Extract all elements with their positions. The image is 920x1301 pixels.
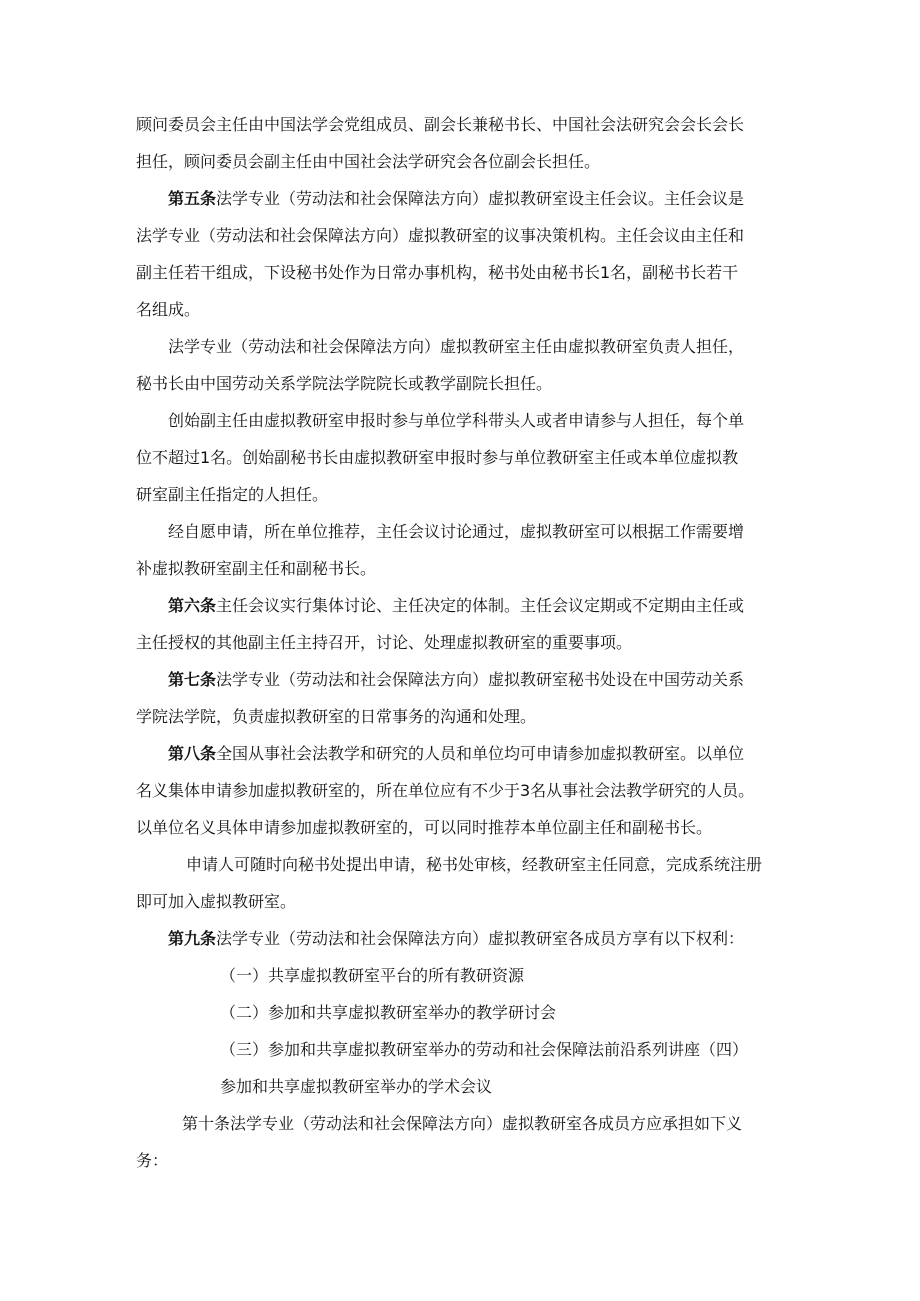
paragraph-line: 法学专业（劳动法和社会保障法方向）虚拟教研室主任由虚拟教研室负责人担任， xyxy=(168,337,745,356)
list-item: （一）共享虚拟教研室平台的所有教研资源 xyxy=(220,966,525,985)
paragraph-line: 补虚拟教研室副主任和副秘书长。 xyxy=(136,559,377,578)
article-heading: 第九条 xyxy=(168,929,217,948)
paragraph-text: 法学专业（劳动法和社会保障法方向）虚拟教研室设主任会议。主任会议是 xyxy=(216,189,745,208)
paragraph-text: 法学专业（劳动法和社会保障法方向）虚拟教研室各成员方享有以下权利： xyxy=(216,929,745,948)
paragraph-line: 学院法学院，负责虚拟教研室的日常事务的沟通和处理。 xyxy=(136,707,537,726)
list-item: （二）参加和共享虚拟教研室举办的教学研讨会 xyxy=(220,1003,557,1022)
paragraph-line: 担任，顾问委员会副主任由中国社会法学研究会各位副会长担任。 xyxy=(136,152,601,171)
paragraph-line: 研室副主任指定的人担任。 xyxy=(136,485,329,504)
list-item: 参加和共享虚拟教研室举办的学术会议 xyxy=(220,1077,493,1096)
list-item: （三）参加和共享虚拟教研室举办的劳动和社会保障法前沿系列讲座（四） xyxy=(220,1040,749,1059)
paragraph-text: 全国从事社会法教学和研究的人员和单位均可申请参加虚拟教研室。以单位 xyxy=(216,744,745,763)
paragraph-text: 主任会议实行集体讨论、主任决定的体制。主任会议定期或不定期由主任或 xyxy=(216,596,745,615)
article-line xyxy=(168,928,744,950)
paragraph-line: 主任授权的其他副主任主持召开，讨论、处理虚拟教研室的重要事项。 xyxy=(136,633,633,652)
article-heading: 第五条 xyxy=(168,189,217,208)
paragraph-line: 秘书长由中国劳动关系学院法学院院长或教学副院长担任。 xyxy=(136,374,553,393)
article-line xyxy=(168,669,744,691)
article-line xyxy=(168,595,744,617)
paragraph-line: 位不超过1名。创始副秘书长由虚拟教研室申报时参与单位教研室主任或本单位虚拟教 xyxy=(136,448,739,467)
paragraph-line: 即可加入虚拟教研室。 xyxy=(136,892,297,911)
paragraph-line: 申请人可随时向秘书处提出申请，秘书处审核，经教研室主任同意，完成系统注册 xyxy=(186,855,763,874)
article-heading: 第六条 xyxy=(168,596,217,615)
article-line xyxy=(168,743,744,765)
paragraph-text: 法学专业（劳动法和社会保障法方向）虚拟教研室秘书处设在中国劳动关系 xyxy=(216,670,745,689)
article-line xyxy=(168,188,744,210)
paragraph-line: 名组成。 xyxy=(136,300,201,319)
paragraph-line: 顾问委员会主任由中国法学会党组成员、副会长兼秘书长、中国社会法研究会会长会长 xyxy=(136,115,745,134)
paragraph-line: 以单位名义具体申请参加虚拟教研室的，可以同时推荐本单位副主任和副秘书长。 xyxy=(136,818,713,837)
paragraph-line: 经自愿申请，所在单位推荐，主任会议讨论通过，虚拟教研室可以根据工作需要增 xyxy=(168,522,745,541)
paragraph-line: 务： xyxy=(136,1151,169,1170)
article-heading: 第七条 xyxy=(168,670,217,689)
paragraph-line: 第十条法学专业（劳动法和社会保障法方向）虚拟教研室各成员方应承担如下义 xyxy=(182,1114,743,1133)
paragraph-line: 创始副主任由虚拟教研室申报时参与单位学科带头人或者申请参与人担任，每个单 xyxy=(168,411,745,430)
paragraph-line: 法学专业（劳动法和社会保障法方向）虚拟教研室的议事决策机构。主任会议由主任和 xyxy=(136,226,745,245)
paragraph-line: 名义集体申请参加虚拟教研室的，所在单位应有不少于3名从事社会法教学研究的人员。 xyxy=(136,781,755,800)
paragraph-line: 副主任若干组成，下设秘书处作为日常办事机构，秘书处由秘书长1名，副秘书长若干 xyxy=(136,263,739,282)
article-heading: 第八条 xyxy=(168,744,217,763)
